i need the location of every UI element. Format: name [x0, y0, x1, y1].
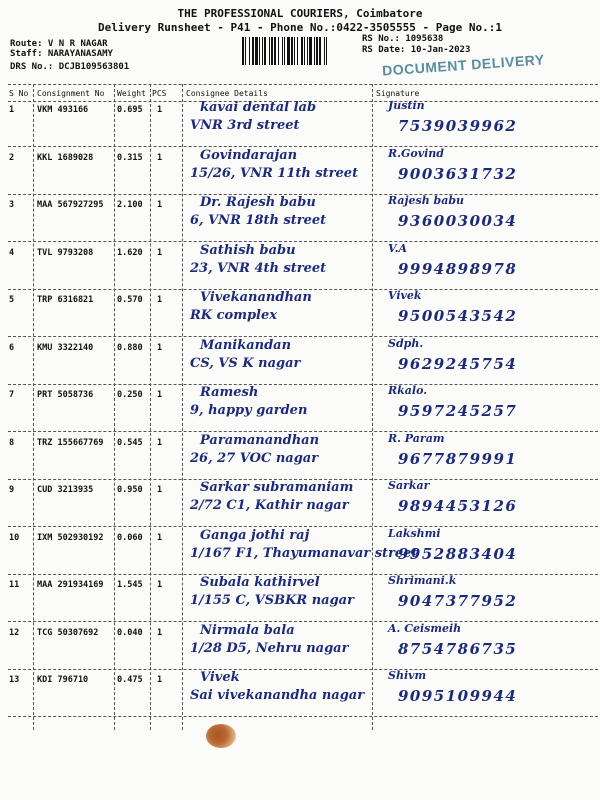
- row-pcs: 1: [157, 342, 163, 353]
- row-weight: 0.315: [117, 152, 143, 163]
- row-consignment: TVL 9793208: [37, 247, 94, 258]
- barcode-bar: [269, 37, 270, 65]
- row-pcs: 1: [157, 627, 163, 638]
- row-sno: 8: [9, 437, 15, 448]
- signature-name: Vivek: [388, 289, 422, 302]
- row-consignment: MAA 291934169: [37, 580, 104, 590]
- document-delivery-stamp: DOCUMENT DELIVERY: [381, 51, 546, 79]
- consignee-name: Ganga jothi raj: [200, 527, 310, 543]
- coffee-stain: [206, 724, 236, 748]
- row-consignment: VKM 493166: [37, 105, 89, 115]
- consignee-address: RK complex: [190, 308, 278, 323]
- consignee-name: Subala kathirvel: [200, 575, 320, 590]
- signature-phone: 9894453126: [398, 497, 518, 515]
- row-consignment: KKL 1689028: [37, 152, 94, 163]
- divider: [8, 84, 598, 85]
- row-pcs: 1: [157, 675, 163, 685]
- staff-label: Staff: NARAYANASAMY: [10, 49, 113, 59]
- row-divider: [8, 336, 598, 337]
- row-pcs: 1: [157, 295, 163, 305]
- consignee-address: 26, 27 VOC nagar: [190, 450, 319, 466]
- row-pcs: 1: [157, 485, 163, 495]
- row-divider: [8, 384, 598, 385]
- row-consignment: IXM 502930192: [37, 532, 104, 543]
- barcode-bar: [245, 37, 246, 65]
- row-weight: 0.570: [117, 295, 143, 305]
- row-consignment: TRZ 155667769: [37, 437, 104, 448]
- signature-phone: 9003631732: [398, 164, 518, 183]
- consignee-name: kavai dental lab: [200, 100, 317, 115]
- row-pcs: 1: [157, 247, 163, 258]
- row-pcs: 1: [157, 532, 163, 543]
- consignee-name: Ramesh: [200, 385, 259, 400]
- row-divider: [8, 716, 598, 717]
- col-weight: Weight: [117, 89, 146, 98]
- page-title: THE PROFESSIONAL COURIERS, Coimbatore: [177, 7, 423, 20]
- row-sno: 10: [9, 532, 20, 543]
- consignee-name: Sathish babu: [200, 242, 296, 258]
- row-weight: 0.475: [117, 675, 143, 685]
- row-pcs: 1: [157, 437, 163, 448]
- consignee-address: CS, VS K nagar: [190, 355, 301, 371]
- barcode-bar: [301, 37, 303, 65]
- signature-phone: 9952883404: [398, 544, 518, 563]
- signature-name: Sarkar: [388, 479, 430, 492]
- table-row: [0, 194, 600, 243]
- barcode-bar: [255, 37, 258, 65]
- row-divider: [8, 241, 598, 242]
- barcode-bar: [271, 37, 273, 65]
- col-signature: Signature: [376, 89, 420, 98]
- barcode-bar: [249, 37, 250, 65]
- table-row: [0, 574, 600, 623]
- rs-date: RS Date: 10-Jan-2023: [362, 45, 471, 55]
- signature-name: Lakshmi: [388, 526, 441, 540]
- row-consignment: KMU 3322140: [37, 342, 94, 353]
- table-row: [0, 431, 600, 481]
- signature-name: R.Govind: [388, 146, 444, 160]
- table-row: [0, 621, 600, 671]
- rs-number: RS No.: 1095638: [362, 34, 444, 44]
- row-consignment: PRT 5058736: [37, 390, 94, 400]
- barcode-bar: [278, 37, 279, 65]
- row-consignment: TRP 6316821: [37, 295, 94, 305]
- row-weight: 0.040: [117, 627, 143, 638]
- row-pcs: 1: [157, 152, 163, 163]
- row-sno: 5: [9, 295, 15, 305]
- signature-name: A. Ceismeih: [388, 621, 462, 635]
- row-pcs: 1: [157, 200, 163, 210]
- signature-phone: 9095109944: [398, 687, 518, 705]
- barcode-bar: [282, 37, 283, 65]
- barcode-bar: [284, 37, 285, 65]
- table-row: [0, 336, 600, 386]
- row-weight: 0.060: [117, 532, 143, 543]
- signature-name: Rkalo.: [388, 384, 428, 397]
- consignee-name: Vivekanandhan: [200, 290, 312, 305]
- table-row: [0, 384, 600, 433]
- barcode-bar: [324, 37, 325, 65]
- table-row: [0, 289, 600, 338]
- signature-phone: 9597245257: [398, 402, 518, 420]
- barcode-bar: [287, 37, 290, 65]
- row-divider: [8, 669, 598, 670]
- drs-number: DRS No.: DCJB109563801: [10, 62, 130, 72]
- row-weight: 0.250: [117, 390, 143, 400]
- row-consignment: KDI 796710: [37, 675, 89, 685]
- signature-phone: 9047377952: [398, 592, 518, 610]
- signature-name: Justin: [388, 99, 425, 112]
- row-sno: 4: [9, 247, 15, 258]
- row-sno: 7: [9, 390, 15, 400]
- row-weight: 0.545: [117, 437, 143, 448]
- barcode-bar: [326, 37, 327, 65]
- table-row: [0, 146, 600, 196]
- signature-name: Rajesh babu: [388, 194, 465, 207]
- route-label: Route: V N R NAGAR: [10, 39, 108, 49]
- col-sno: S No: [9, 89, 29, 98]
- barcode-bar: [262, 37, 263, 65]
- consignee-address: 6, VNR 18th street: [190, 213, 327, 228]
- col-pcs: PCS: [152, 89, 167, 98]
- row-consignment: CUD 3213935: [37, 485, 94, 495]
- row-consignment: TCG 50307692: [37, 627, 99, 638]
- consignee-name: Nirmala bala: [200, 622, 295, 638]
- table-row: [0, 669, 600, 718]
- barcode: [242, 37, 354, 65]
- barcode-bar: [264, 37, 266, 65]
- consignee-address: 1/167 F1, Thayumanavar street: [190, 545, 418, 561]
- signature-name: Shrimani.k: [388, 574, 457, 587]
- consignee-address: 1/28 D5, Nehru nagar: [190, 640, 349, 656]
- consignee-address: 9, happy garden: [190, 403, 308, 418]
- signature-name: Shivm: [388, 669, 427, 682]
- signature-phone: 9360030034: [398, 212, 518, 230]
- consignee-address: VNR 3rd street: [190, 118, 300, 133]
- consignee-address: 1/155 C, VSBKR nagar: [190, 593, 354, 608]
- signature-phone: 9629245754: [398, 354, 518, 373]
- consignee-address: 23, VNR 4th street: [190, 260, 327, 276]
- barcode-bar: [252, 37, 254, 65]
- barcode-bar: [304, 37, 305, 65]
- row-sno: 3: [9, 200, 15, 210]
- row-pcs: 1: [157, 580, 163, 590]
- row-sno: 9: [9, 485, 15, 495]
- consignee-name: Govindarajan: [200, 147, 298, 163]
- runsheet-subtitle: Delivery Runsheet - P41 - Phone No.:0422-3505555 - Page No.:1: [98, 21, 502, 34]
- barcode-bar: [274, 37, 276, 65]
- signature-name: V.A: [388, 241, 407, 255]
- table-row: [0, 99, 600, 148]
- row-sno: 11: [9, 580, 20, 590]
- consignee-address: Sai vivekanandha nagar: [190, 688, 365, 703]
- row-sno: 13: [9, 675, 20, 685]
- row-sno: 1: [9, 105, 15, 115]
- table-row: [0, 479, 600, 528]
- signature-phone: 7539039962: [398, 117, 518, 135]
- row-weight: 0.880: [117, 342, 143, 353]
- consignee-name: Dr. Rajesh babu: [200, 195, 316, 210]
- col-consignee: Consignee Details: [186, 89, 268, 98]
- barcode-bar: [316, 37, 318, 65]
- column-header-row: [0, 86, 600, 100]
- barcode-bar: [294, 37, 295, 65]
- consignee-address: 15/26, VNR 11th street: [190, 165, 359, 181]
- consignee-name: Manikandan: [200, 337, 292, 353]
- consignee-name: Sarkar subramaniam: [200, 480, 354, 495]
- row-consignment: MAA 567927295: [37, 200, 104, 210]
- signature-phone: 9677879991: [398, 449, 518, 468]
- consignee-address: 2/72 C1, Kathir nagar: [190, 498, 349, 513]
- barcode-bar: [309, 37, 312, 65]
- signature-phone: 8754786735: [398, 639, 518, 658]
- row-weight: 2.100: [117, 200, 143, 210]
- row-pcs: 1: [157, 105, 163, 115]
- signature-name: R. Param: [388, 431, 445, 445]
- consignee-name: Paramanandhan: [200, 432, 320, 448]
- table-row: [0, 526, 600, 576]
- row-sno: 2: [9, 152, 15, 163]
- row-sno: 12: [9, 627, 20, 638]
- table-row: [0, 241, 600, 291]
- row-divider: [8, 621, 598, 622]
- signature-phone: 9994898978: [398, 259, 518, 278]
- consignee-name: Vivek: [200, 670, 240, 685]
- barcode-bar: [319, 37, 321, 65]
- row-pcs: 1: [157, 390, 163, 400]
- row-weight: 0.950: [117, 485, 143, 495]
- signature-name: Sdph.: [388, 336, 424, 350]
- signature-phone: 9500543542: [398, 307, 518, 325]
- row-divider: [8, 146, 598, 147]
- barcode-bar: [307, 37, 308, 65]
- row-weight: 0.695: [117, 105, 143, 115]
- barcode-bar: [297, 37, 298, 65]
- row-sno: 6: [9, 342, 15, 353]
- barcode-bar: [314, 37, 315, 65]
- col-consignment: Consignment No: [37, 89, 105, 98]
- row-weight: 1.545: [117, 580, 143, 590]
- barcode-bar: [242, 37, 244, 65]
- barcode-bar: [259, 37, 260, 65]
- row-weight: 1.620: [117, 247, 143, 258]
- barcode-bar: [291, 37, 293, 65]
